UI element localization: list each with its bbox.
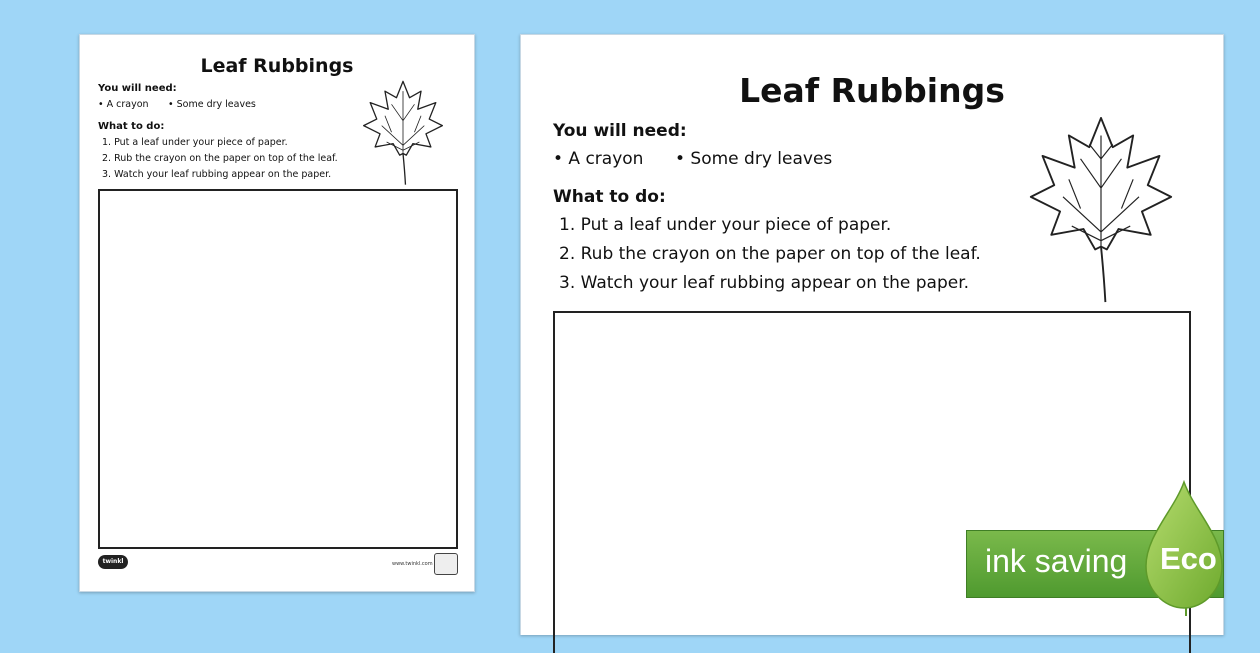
thumbnail-page[interactable] xyxy=(79,34,475,592)
page-title: Leaf Rubbings xyxy=(739,71,1005,110)
drawing-area xyxy=(98,189,458,549)
thumbnail-step: 3. Watch your leaf rubbing appear on the paper. xyxy=(102,169,332,180)
step-item: 1. Put a leaf under your piece of paper. xyxy=(559,215,892,235)
need-heading: You will need: xyxy=(553,121,687,141)
thumbnail-title: Leaf Rubbings xyxy=(200,55,354,77)
need-item: • A crayon xyxy=(553,149,644,169)
thumbnail-need-heading: You will need: xyxy=(98,83,177,94)
drawing-area xyxy=(553,311,1191,653)
twinkl-logo: twinkl xyxy=(98,555,128,569)
thumbnail-steps-heading: What to do: xyxy=(98,121,165,132)
checked-badge-icon xyxy=(434,553,458,575)
ink-saving-label: ink saving xyxy=(985,543,1128,579)
thumbnail-step: 2. Rub the crayon on the paper on top of the leaf. xyxy=(102,153,338,164)
footer-url: www.twinkl.com xyxy=(392,561,433,567)
maple-leaf-icon xyxy=(1023,115,1179,305)
step-item: 2. Rub the crayon on the paper on top of the leaf. xyxy=(559,244,981,264)
steps-heading: What to do: xyxy=(553,187,666,207)
thumbnail-need-item: • Some dry leaves xyxy=(168,99,256,110)
maple-leaf-icon xyxy=(362,79,444,187)
need-item: • Some dry leaves xyxy=(675,149,833,169)
thumbnail-step: 1. Put a leaf under your piece of paper. xyxy=(102,137,288,148)
thumbnail-need-item: • A crayon xyxy=(98,99,149,110)
step-item: 3. Watch your leaf rubbing appear on the paper. xyxy=(559,273,970,293)
eco-label: Eco xyxy=(1160,541,1217,576)
